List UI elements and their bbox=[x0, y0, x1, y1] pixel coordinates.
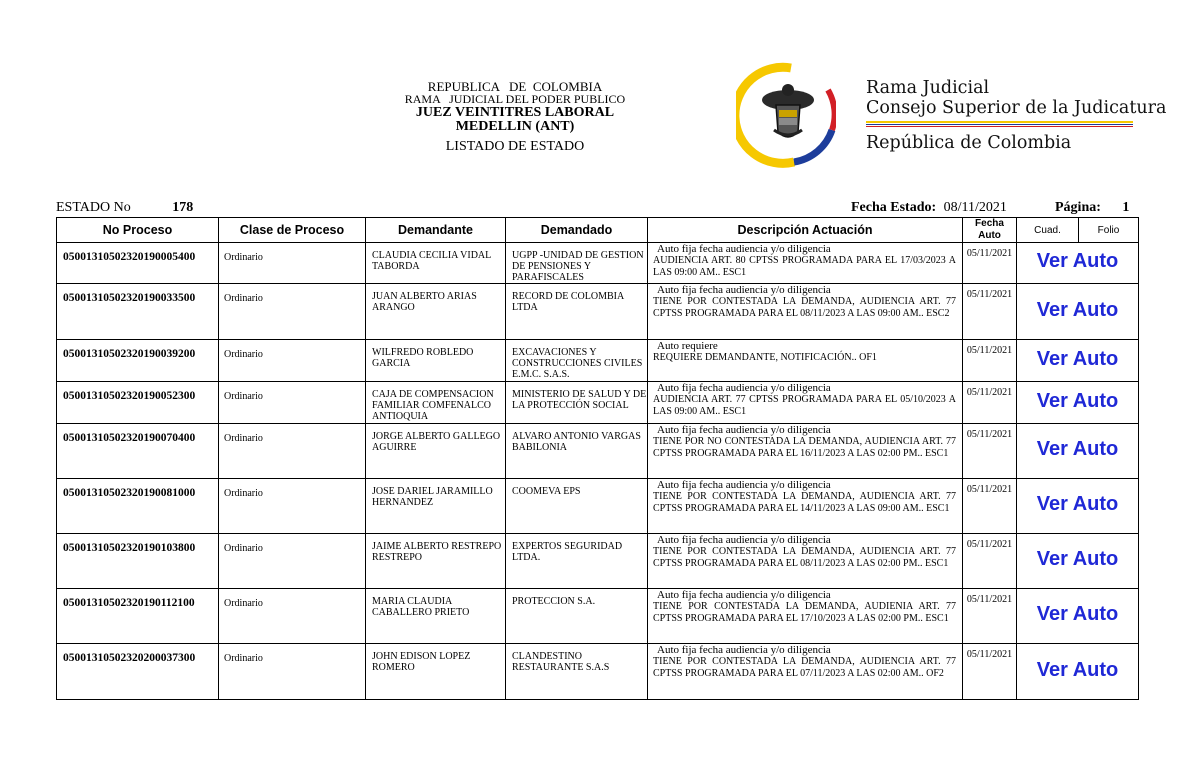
col-header-clase: Clase de Proceso bbox=[219, 218, 366, 243]
fecha-auto: 05/11/2021 bbox=[963, 589, 1017, 644]
col-header-proceso: No Proceso bbox=[57, 218, 219, 243]
ver-auto-link[interactable]: Ver Auto bbox=[1036, 493, 1119, 515]
ver-auto-cell bbox=[1017, 589, 1139, 644]
ver-auto-link[interactable]: Ver Auto bbox=[1036, 347, 1119, 370]
col-header-fecha: Fecha Auto bbox=[963, 218, 1017, 243]
demandante: CAJA DE COMPENSACION FAMILIAR COMFENALCO ANTIOQUIA bbox=[366, 382, 506, 424]
estado-table bbox=[56, 217, 1139, 700]
brand-line-3: República de Colombia bbox=[866, 133, 1072, 153]
fecha-auto: 05/11/2021 bbox=[963, 284, 1017, 340]
table-header-row bbox=[57, 218, 1139, 243]
ver-auto-cell bbox=[1017, 644, 1139, 700]
proceso-number: 05001310502320190112100 bbox=[57, 589, 219, 644]
descripcion-actuacion bbox=[648, 424, 963, 479]
clase-proceso: Ordinario bbox=[219, 479, 366, 534]
ver-auto-link[interactable]: Ver Auto bbox=[1036, 658, 1119, 681]
ver-auto-cell bbox=[1017, 340, 1139, 382]
actuacion-detalle: AUDIENCIA ART. 77 CPTSS PROGRAMADA PARA EL 05/10/2023 A LAS 09:00 AM.. ESC1 bbox=[653, 394, 956, 418]
demandante: JOSE DARIEL JARAMILLO HERNANDEZ bbox=[366, 479, 506, 534]
proceso-number: 05001310502320190052300 bbox=[57, 382, 219, 424]
demandante: MARIA CLAUDIA CABALLERO PRIETO bbox=[366, 589, 506, 644]
demandado: ALVARO ANTONIO VARGAS BABILONIA bbox=[506, 424, 648, 479]
descripcion-actuacion bbox=[648, 382, 963, 424]
clase-proceso: Ordinario bbox=[219, 243, 366, 284]
fecha-auto: 05/11/2021 bbox=[963, 479, 1017, 534]
demandante: WILFREDO ROBLEDO GARCIA bbox=[366, 340, 506, 382]
fecha-estado-value: 08/11/2021 bbox=[943, 200, 1007, 215]
clase-proceso: Ordinario bbox=[219, 424, 366, 479]
proceso-number: 05001310502320190081000 bbox=[57, 479, 219, 534]
descripcion-actuacion bbox=[648, 479, 963, 534]
demandado: EXCAVACIONES Y CONSTRUCCIONES CIVILES E.M.C. S.A.S. bbox=[506, 340, 648, 382]
actuacion-detalle: TIENE POR NO CONTESTADA LA DEMANDA, AUDIENCIA ART. 77 CPTSS PROGRAMADA PARA EL 16/11/2023 A LAS 02:00 PM.. ESC1 bbox=[653, 436, 956, 460]
header-branch: RAMA JUDICIAL DEL PODER PUBLICO bbox=[404, 92, 626, 106]
ver-auto-cell bbox=[1017, 243, 1139, 284]
actuacion-titulo: Auto fija fecha audiencia y/o diligencia bbox=[657, 589, 831, 601]
descripcion-actuacion bbox=[648, 340, 963, 382]
fecha-auto: 05/11/2021 bbox=[963, 644, 1017, 700]
pagina bbox=[1055, 200, 1129, 216]
actuacion-detalle: TIENE POR CONTESTADA LA DEMANDA, AUDIENCIA ART. 77 CPTSS PROGRAMADA PARA EL 07/11/2023 A LAS 02:00 AM.. OF2 bbox=[653, 656, 956, 680]
actuacion-detalle: TIENE POR CONTESTADA LA DEMANDA, AUDIENIA ART. 77 CPTSS PROGRAMADA PARA EL 17/10/2023 A LAS 02:00 PM.. ESC1 bbox=[653, 601, 956, 625]
fecha-estado-label: Fecha Estado: bbox=[851, 200, 937, 215]
table-row bbox=[57, 424, 1139, 479]
col-header-descripcion: Descripción Actuación bbox=[648, 218, 963, 243]
actuacion-detalle: TIENE POR CONTESTADA LA DEMANDA, AUDIENCIA ART. 77 CPTSS PROGRAMADA PARA EL 08/11/2023 A LAS 09:00 AM.. ESC2 bbox=[653, 296, 956, 320]
ver-auto-cell bbox=[1017, 382, 1139, 424]
descripcion-actuacion bbox=[648, 589, 963, 644]
ver-auto-cell bbox=[1017, 534, 1139, 589]
actuacion-titulo: Auto fija fecha audiencia y/o diligencia bbox=[657, 644, 831, 656]
ver-auto-cell bbox=[1017, 284, 1139, 340]
brand-divider-yellow bbox=[866, 121, 1133, 123]
ver-auto-link[interactable]: Ver Auto bbox=[1036, 438, 1119, 460]
table-row bbox=[57, 243, 1139, 284]
demandante: CLAUDIA CECILIA VIDAL TABORDA bbox=[366, 243, 506, 284]
table-row bbox=[57, 479, 1139, 534]
ver-auto-link[interactable]: Ver Auto bbox=[1036, 389, 1119, 412]
clase-proceso: Ordinario bbox=[219, 644, 366, 700]
demandante: JUAN ALBERTO ARIAS ARANGO bbox=[366, 284, 506, 340]
descripcion-actuacion bbox=[648, 243, 963, 284]
demandado: UGPP -UNIDAD DE GESTION DE PENSIONES Y PARAFISCALES bbox=[506, 243, 648, 284]
actuacion-detalle: TIENE POR CONTESTADA LA DEMANDA, AUDIENCIA ART. 77 CPTSS PROGRAMADA PARA EL 08/11/2023 A LAS 02:00 PM.. ESC1 bbox=[653, 546, 956, 570]
clase-proceso: Ordinario bbox=[219, 534, 366, 589]
table-row bbox=[57, 534, 1139, 589]
fecha-estado bbox=[851, 200, 1007, 216]
demandante: JAIME ALBERTO RESTREPO RESTREPO bbox=[366, 534, 506, 589]
descripcion-actuacion bbox=[648, 534, 963, 589]
proceso-number: 05001310502320200037300 bbox=[57, 644, 219, 700]
brand-line-2: Consejo Superior de la Judicatura bbox=[866, 98, 1167, 118]
actuacion-detalle: AUDIENCIA ART. 80 CPTSS PROGRAMADA PARA EL 17/03/2023 A LAS 09:00 AM.. ESC1 bbox=[653, 255, 956, 279]
table-row bbox=[57, 340, 1139, 382]
actuacion-titulo: Auto fija fecha audiencia y/o diligencia bbox=[657, 479, 831, 491]
clase-proceso: Ordinario bbox=[219, 284, 366, 340]
col-header-folio: Folio bbox=[1079, 218, 1139, 243]
fecha-auto: 05/11/2021 bbox=[963, 340, 1017, 382]
brand-divider-red bbox=[866, 126, 1133, 127]
ver-auto-link[interactable]: Ver Auto bbox=[1036, 250, 1119, 272]
clase-proceso: Ordinario bbox=[219, 382, 366, 424]
brand-divider-blue bbox=[866, 124, 1133, 125]
table-row bbox=[57, 284, 1139, 340]
ver-auto-cell bbox=[1017, 479, 1139, 534]
fecha-auto: 05/11/2021 bbox=[963, 424, 1017, 479]
fecha-auto: 05/11/2021 bbox=[963, 534, 1017, 589]
condor-emblem-icon bbox=[762, 84, 814, 137]
rama-judicial-brand bbox=[866, 78, 1166, 153]
proceso-number: 05001310502320190039200 bbox=[57, 340, 219, 382]
estado-value: 178 bbox=[172, 200, 194, 215]
estado-label: ESTADO No bbox=[56, 200, 131, 215]
fecha-auto: 05/11/2021 bbox=[963, 382, 1017, 424]
table-row bbox=[57, 382, 1139, 424]
col-header-demandante: Demandante bbox=[366, 218, 506, 243]
document-header bbox=[372, 80, 658, 153]
demandado: PROTECCION S.A. bbox=[506, 589, 648, 644]
actuacion-titulo: Auto fija fecha audiencia y/o diligencia bbox=[657, 534, 831, 546]
actuacion-detalle: TIENE POR CONTESTADA LA DEMANDA, AUDIENCIA ART. 77 CPTSS PROGRAMADA PARA EL 14/11/2023 A LAS 09:00 AM.. ESC1 bbox=[653, 491, 956, 515]
table-row bbox=[57, 589, 1139, 644]
fecha-auto: 05/11/2021 bbox=[963, 243, 1017, 284]
demandado: CLANDESTINO RESTAURANTE S.A.S bbox=[506, 644, 648, 700]
ver-auto-link[interactable]: Ver Auto bbox=[1036, 548, 1119, 570]
proceso-number: 05001310502320190005400 bbox=[57, 243, 219, 284]
pagina-label: Página: bbox=[1055, 200, 1101, 215]
clase-proceso: Ordinario bbox=[219, 340, 366, 382]
proceso-number: 05001310502320190103800 bbox=[57, 534, 219, 589]
estado-number bbox=[56, 200, 193, 216]
actuacion-titulo: Auto fija fecha audiencia y/o diligencia bbox=[657, 382, 831, 394]
descripcion-actuacion bbox=[648, 644, 963, 700]
demandante: JORGE ALBERTO GALLEGO AGUIRRE bbox=[366, 424, 506, 479]
pagina-value: 1 bbox=[1122, 200, 1130, 215]
ver-auto-cell bbox=[1017, 424, 1139, 479]
actuacion-titulo: Auto fija fecha audiencia y/o diligencia bbox=[657, 284, 831, 296]
clase-proceso: Ordinario bbox=[219, 589, 366, 644]
header-court: JUEZ VEINTITRES LABORAL bbox=[415, 105, 615, 120]
table-row bbox=[57, 644, 1139, 700]
ver-auto-link[interactable]: Ver Auto bbox=[1036, 603, 1119, 625]
col-header-cuad: Cuad. bbox=[1017, 218, 1079, 243]
proceso-number: 05001310502320190070400 bbox=[57, 424, 219, 479]
demandado: EXPERTOS SEGURIDAD LTDA. bbox=[506, 534, 648, 589]
proceso-number: 05001310502320190033500 bbox=[57, 284, 219, 340]
descripcion-actuacion bbox=[648, 284, 963, 340]
actuacion-titulo: Auto fija fecha audiencia y/o diligencia bbox=[657, 424, 831, 436]
header-country: REPUBLICA DE COLOMBIA bbox=[427, 79, 603, 94]
demandado: COOMEVA EPS bbox=[506, 479, 648, 534]
header-city: MEDELLIN (ANT) bbox=[455, 119, 575, 134]
brand-line-1: Rama Judicial bbox=[866, 78, 990, 98]
actuacion-titulo: Auto requiere bbox=[657, 340, 718, 352]
actuacion-titulo: Auto fija fecha audiencia y/o diligencia bbox=[657, 243, 831, 255]
col-header-demandado: Demandado bbox=[506, 218, 648, 243]
demandado: MINISTERIO DE SALUD Y DE LA PROTECCIÓN SOCIAL bbox=[506, 382, 648, 424]
demandante: JOHN EDISON LOPEZ ROMERO bbox=[366, 644, 506, 700]
ver-auto-link[interactable]: Ver Auto bbox=[1036, 298, 1119, 321]
actuacion-detalle: REQUIERE DEMANDANTE, NOTIFICACIÓN.. OF1 bbox=[653, 352, 877, 364]
coat-of-arms-logo bbox=[736, 60, 836, 170]
demandado: RECORD DE COLOMBIA LTDA bbox=[506, 284, 648, 340]
header-list-title: LISTADO DE ESTADO bbox=[445, 139, 585, 154]
